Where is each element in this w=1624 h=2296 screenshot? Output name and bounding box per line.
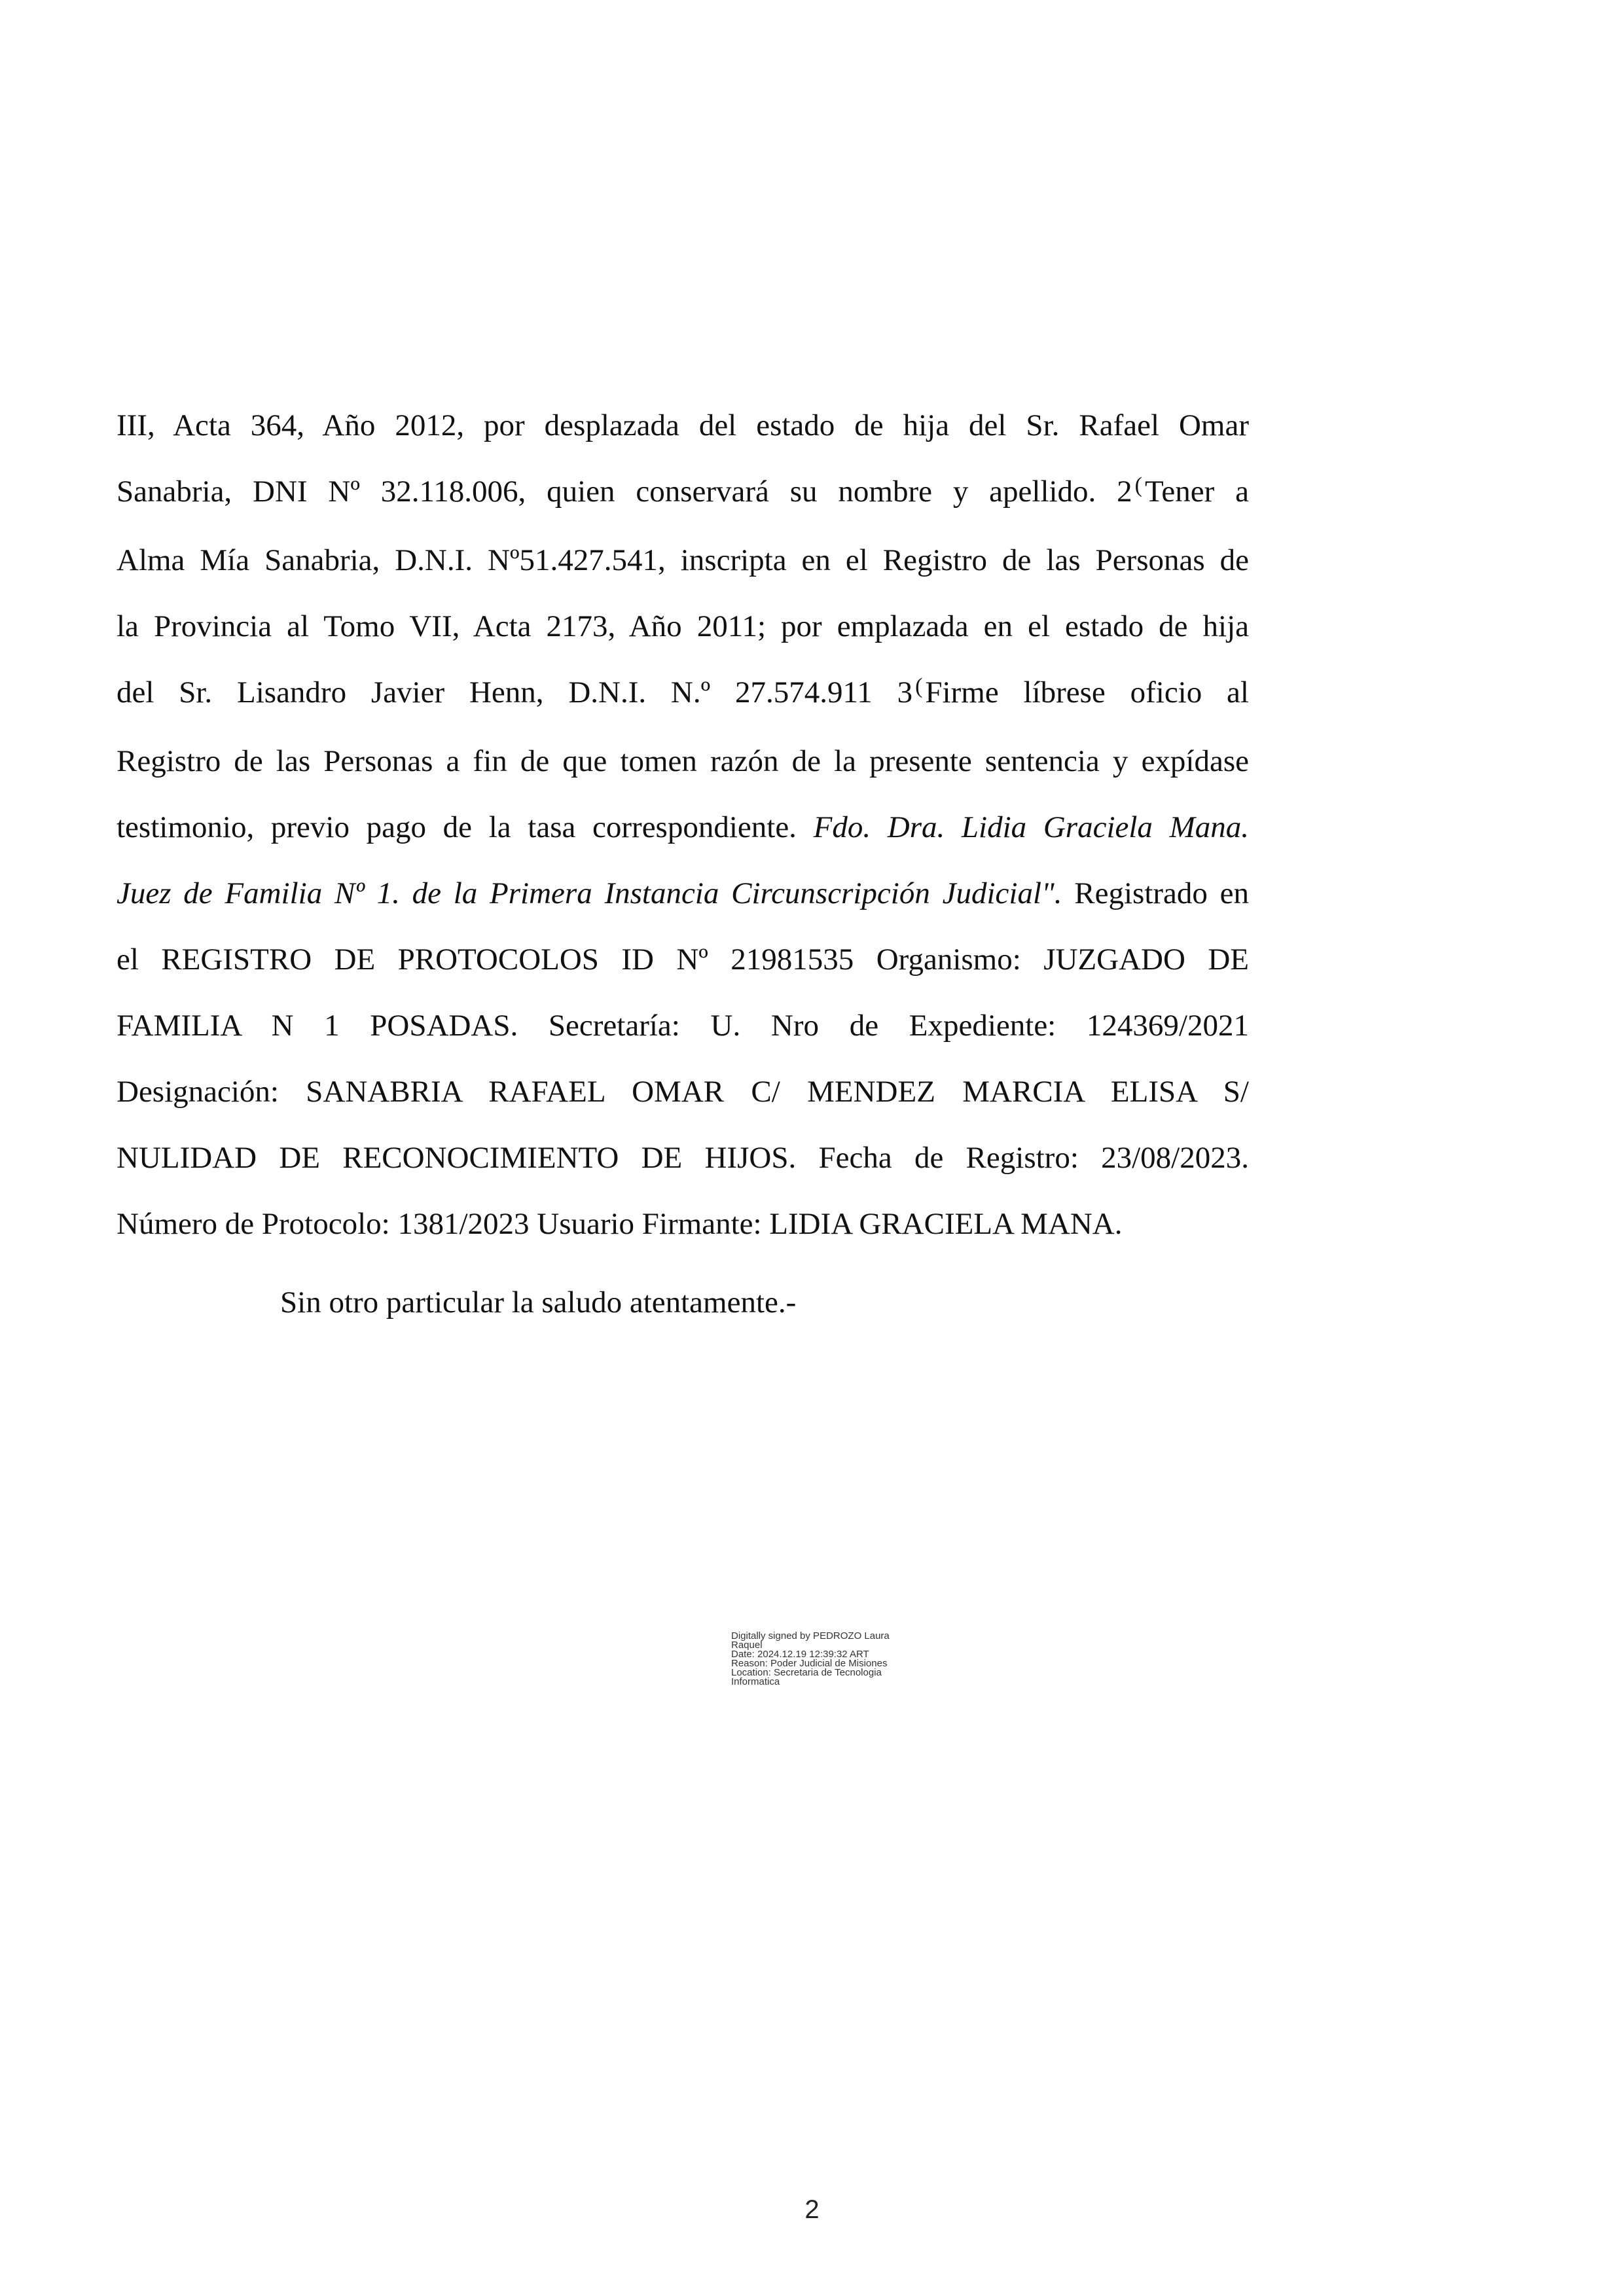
text-segment: Registro de las Personas a fin de que tomen razón de la presente sentencia y expídase	[117, 744, 1249, 778]
body-line-7	[117, 795, 1249, 861]
body-line-2	[117, 459, 1249, 528]
text-segment: del Sr. Lisandro Javier Henn, D.N.I. N.º 27.574.911 3	[117, 675, 913, 709]
text-segment: NULIDAD DE RECONOCIMIENTO DE HIJOS. Fecha de Registro: 23/08/2023.	[117, 1141, 1249, 1175]
signature-line: Raquel	[731, 1640, 763, 1651]
text-segment: Sanabria, DNI Nº 32.118.006, quien conservará su nombre y apellido. 2	[117, 475, 1132, 509]
body-line-1	[117, 393, 1249, 459]
body-line-12	[117, 1125, 1249, 1191]
text-segment: Alma Mía Sanabria, D.N.I. Nº51.427.541, inscripta en el Registro de las Personas de	[117, 543, 1249, 577]
text-segment: III, Acta 364, Año 2012, por desplazada del estado de hija del Sr. Rafael Omar	[117, 408, 1249, 442]
text-segment: Firme líbrese oficio al	[925, 675, 1249, 709]
text-segment: el REGISTRO DE PROTOCOLOS ID Nº 21981535 Organismo: JUZGADO DE	[117, 942, 1249, 977]
closing-salutation: Sin otro particular la saludo atentamente.-	[280, 1285, 797, 1319]
body-line-3	[117, 528, 1249, 594]
body-line-9	[117, 927, 1249, 993]
signature-line: Reason: Poder Judicial de Misiones	[731, 1658, 888, 1669]
signature-line: Location: Secretaria de Tecnologia	[731, 1667, 882, 1678]
document-body	[117, 393, 1249, 1257]
body-line-11	[117, 1059, 1249, 1125]
italic-signature-text: Fdo. Dra. Lidia Graciela Mana.	[813, 810, 1249, 844]
body-line-6	[117, 728, 1249, 795]
signature-line: Digitally signed by PEDROZO Laura	[731, 1630, 890, 1641]
text-segment: testimonio, previo pago de la tasa correspondiente.	[117, 810, 797, 844]
body-line-10	[117, 993, 1249, 1059]
body-line-5	[117, 660, 1249, 728]
body-line-8	[117, 861, 1249, 927]
text-segment: la Provincia al Tomo VII, Acta 2173, Año 2011; por emplazada en el estado de hija	[117, 609, 1249, 643]
text-segment: Registrado en	[1074, 876, 1250, 910]
text-segment: FAMILIA N 1 POSADAS. Secretaría: U. Nro de Expediente: 124369/2021	[117, 1009, 1249, 1043]
signature-line: Date: 2024.12.19 12:39:32 ART	[731, 1649, 869, 1660]
digital-signature-block	[731, 1632, 941, 1687]
text-segment: Número de Protocolo: 1381/2023 Usuario Firmante: LIDIA GRACIELA MANA.	[117, 1207, 1123, 1241]
signature-line: Informatica	[731, 1676, 780, 1687]
text-segment: Tener a	[1144, 475, 1249, 509]
body-line-13	[117, 1191, 1249, 1257]
text-segment: Designación: SANABRIA RAFAEL OMAR C/ MENDEZ MARCIA ELISA S/	[117, 1075, 1249, 1109]
footnote-marker: (	[915, 674, 923, 698]
italic-court-text: Juez de Familia Nº 1. de la Primera Instancia Circunscripción Judicial".	[117, 876, 1062, 910]
footnote-marker: (	[1134, 473, 1142, 497]
body-line-4	[117, 594, 1249, 660]
page-number: 2	[804, 2195, 820, 2224]
